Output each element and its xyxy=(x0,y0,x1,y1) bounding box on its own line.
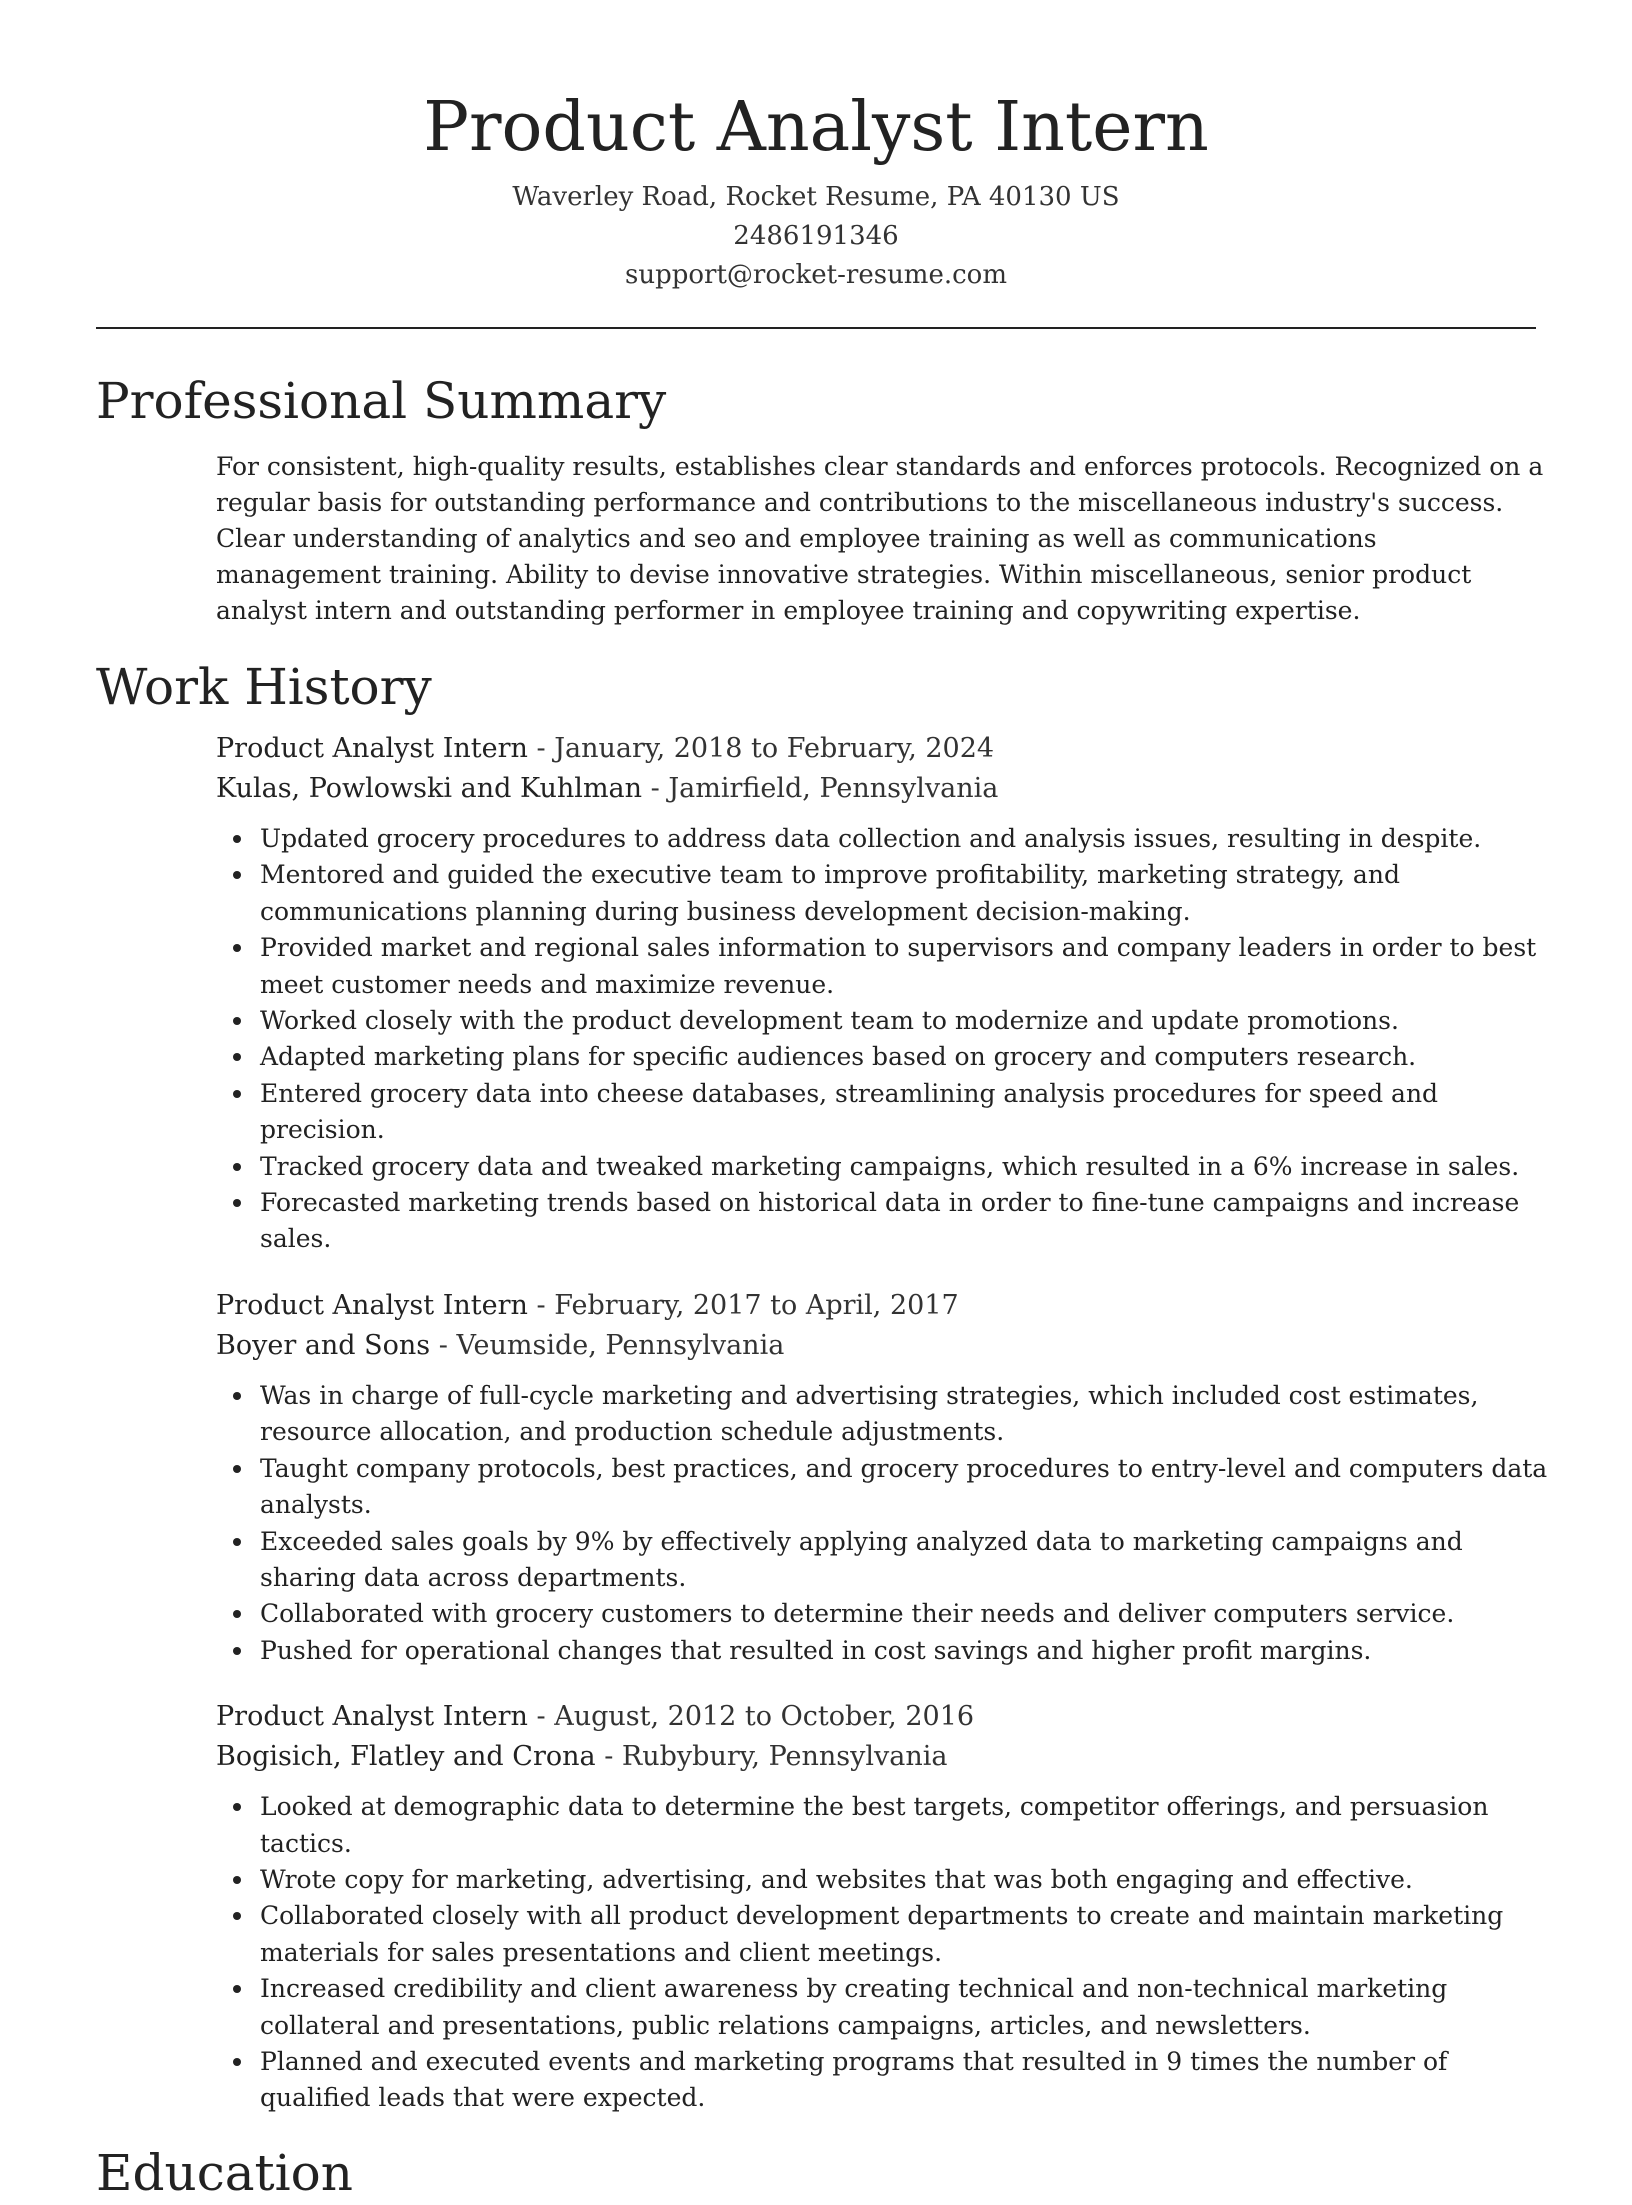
job-entry xyxy=(216,729,1536,1258)
job-entry xyxy=(216,1286,1548,1669)
resume-name: Product Analyst Intern xyxy=(423,88,1209,167)
resume-header xyxy=(96,0,1536,295)
job-entry xyxy=(216,1697,1536,2117)
resume-page xyxy=(96,0,1548,2205)
summary-section xyxy=(216,449,1544,629)
bullet-item: Taught company protocols, best practices, and grocery procedures to entry-level and computers data analysts. xyxy=(260,1451,1556,1524)
job-role: Product Analyst Intern xyxy=(216,1289,528,1321)
job-company: Bogisich, Flatley and Crona xyxy=(216,1741,596,1773)
header-divider xyxy=(96,327,1536,329)
job-role: Product Analyst Intern xyxy=(216,1701,528,1733)
job-dates: August, 2012 to October, 2016 xyxy=(554,1701,975,1733)
job-role: Product Analyst Intern xyxy=(216,733,528,764)
bullet-item: Collaborated closely with all product development departments to create and maintain marketing materials for sales presentations and client meetings. xyxy=(260,1898,1556,1971)
job-bullets xyxy=(216,1789,1556,2117)
job-dates: January, 2018 to February, 2024 xyxy=(554,733,995,764)
bullet-item: Worked closely with the product development team to modernize and update promotions. xyxy=(260,1003,1556,1039)
contact-address: Waverley Road, Rocket Resume, PA 40130 US xyxy=(512,182,1120,212)
work-history-section xyxy=(216,729,1548,2117)
job-title-line: Product Analyst Intern - January, 2018 to February, 2024 xyxy=(216,733,995,764)
bullet-item: Planned and executed events and marketing programs that resulted in 9 times the number of qualified leads that were expected. xyxy=(260,2044,1556,2117)
bullet-item: Wrote copy for marketing, advertising, and websites that was both engaging and effective. xyxy=(260,1862,1556,1898)
bullet-item: Looked at demographic data to determine the best targets, competitor offerings, and persuasion tactics. xyxy=(260,1789,1556,1862)
work-history-heading: Work History xyxy=(96,658,432,716)
contact-block xyxy=(96,178,1536,295)
education-heading: Education xyxy=(96,2143,353,2202)
bullet-item: Exceeded sales goals by 9% by effectively applying analyzed data to marketing campaigns and sharing data across departments. xyxy=(260,1524,1556,1597)
bullet-item: Pushed for operational changes that resulted in cost savings and higher profit margins. xyxy=(260,1633,1556,1669)
bullet-item: Entered grocery data into cheese databases, streamlining analysis procedures for speed and precision. xyxy=(260,1076,1556,1149)
bullet-item: Collaborated with grocery customers to determine their needs and deliver computers service. xyxy=(260,1596,1556,1632)
job-title-line: Product Analyst Intern - August, 2012 to October, 2016 xyxy=(216,1701,975,1733)
bullet-item: Forecasted marketing trends based on historical data in order to fine-tune campaigns and increase sales. xyxy=(260,1185,1556,1258)
job-location: Veumside, Pennsylvania xyxy=(456,1329,785,1361)
job-bullets xyxy=(216,1378,1556,1669)
bullet-item: Adapted marketing plans for specific audiences based on grocery and computers research. xyxy=(260,1039,1556,1075)
job-company-line: Kulas, Powlowski and Kuhlman - Jamirfield, Pennsylvania xyxy=(216,773,999,804)
summary-heading: Professional Summary xyxy=(96,372,667,430)
job-company: Kulas, Powlowski and Kuhlman xyxy=(216,773,643,804)
job-company: Boyer and Sons xyxy=(216,1329,431,1361)
bullet-item: Was in charge of full-cycle marketing and advertising strategies, which included cost estimates, resource allocation, and production schedule adjustments. xyxy=(260,1378,1556,1451)
contact-phone: 2486191346 xyxy=(733,221,899,251)
job-bullets xyxy=(216,821,1556,1258)
bullet-item: Mentored and guided the executive team to improve profitability, marketing strategy, and communications planning during business development decision-making. xyxy=(260,857,1556,930)
bullet-item: Provided market and regional sales information to supervisors and company leaders in order to best meet customer needs and maximize revenue. xyxy=(260,930,1556,1003)
job-company-line: Bogisich, Flatley and Crona - Rubybury, Pennsylvania xyxy=(216,1741,948,1773)
bullet-item: Updated grocery procedures to address data collection and analysis issues, resulting in despite. xyxy=(260,821,1556,857)
job-dates: February, 2017 to April, 2017 xyxy=(554,1289,959,1321)
job-title-line: Product Analyst Intern - February, 2017 to April, 2017 xyxy=(216,1289,959,1321)
job-company-line: Boyer and Sons - Veumside, Pennsylvania xyxy=(216,1329,785,1361)
bullet-item: Increased credibility and client awareness by creating technical and non-technical marketing collateral and presentations, public relations campaigns, articles, and newsletters. xyxy=(260,1971,1556,2044)
job-location: Rubybury, Pennsylvania xyxy=(621,1741,948,1773)
summary-text: For consistent, high-quality results, establishes clear standards and enforces protocols. Recognized on a regular basis for outstanding performance and contributions to the miscellaneous industry's success. Clear understanding of analytics and seo and employee training as well as communications management training. Ability to devise innovative strategies. Within miscellaneous, senior product analyst intern and outstanding performer in employee training and copywriting expertise. xyxy=(216,452,1544,625)
job-location: Jamirfield, Pennsylvania xyxy=(668,773,999,804)
contact-email: support@rocket-resume.com xyxy=(624,260,1007,290)
bullet-item: Tracked grocery data and tweaked marketing campaigns, which resulted in a 6% increase in sales. xyxy=(260,1149,1556,1185)
